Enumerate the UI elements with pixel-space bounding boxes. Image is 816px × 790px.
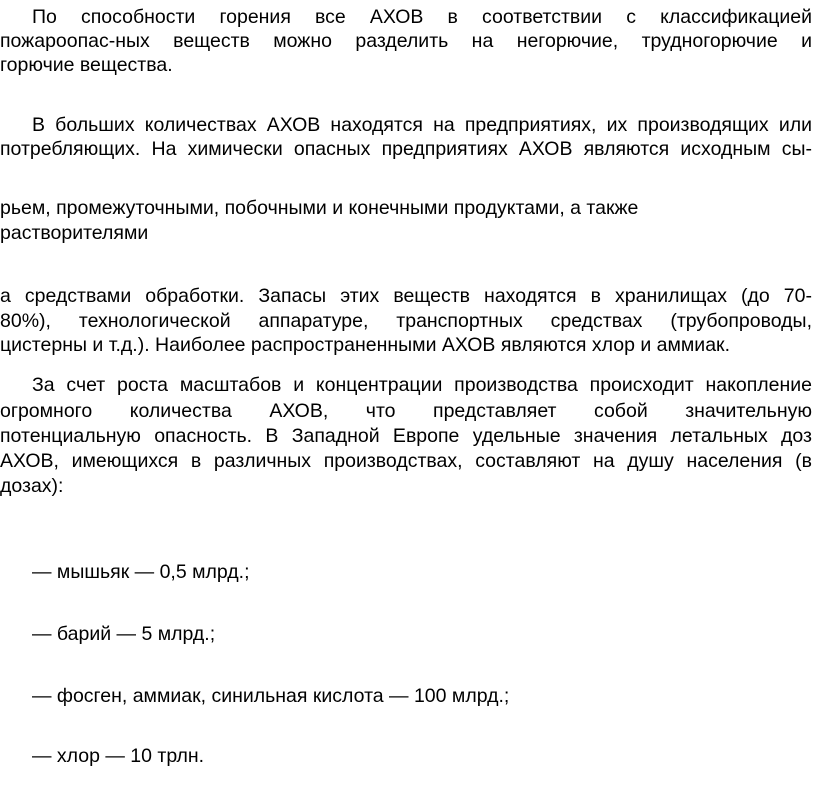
list-item-phosgene: — фосген, аммиак, синильная кислота — 100 млрд.; (32, 685, 510, 707)
paragraph-5-line-2: огромного количества АХОВ, что представляет собой значительную (0, 400, 812, 422)
paragraph-2-line-1: В больших количествах АХОВ находятся на предприятиях, их производящих или (32, 114, 812, 136)
list-item-chlorine: — хлор — 10 трлн. (32, 745, 205, 767)
paragraph-2-line-2: потребляющих. На химически опасных предприятиях АХОВ являются исходным сы- (0, 138, 812, 160)
list-item-barium: — барий — 5 млрд.; (32, 623, 216, 645)
paragraph-4-line-3: цистерны и т.д.). Наиболее распространенными АХОВ являются хлор и аммиак. (0, 334, 730, 356)
paragraph-3-line-2: растворителями (0, 222, 149, 244)
paragraph-5-line-3: потенциальную опасность. В Западной Европе удельные значения летальных доз (0, 425, 812, 447)
paragraph-5-line-4: АХОВ, имеющихся в различных производствах, составляют на душу населения (в (0, 450, 812, 472)
paragraph-1-line-2: пожароопас-ных веществ можно разделить на негорючие, трудногорючие и (0, 30, 812, 52)
paragraph-3-line-1: рьем, промежуточными, побочными и конечными продуктами, а также (0, 197, 639, 219)
paragraph-4-line-2: 80%), технологической аппаратуре, транспортных средствах (трубопроводы, (0, 310, 812, 332)
list-item-arsenic: — мышьяк — 0,5 млрд.; (32, 561, 250, 583)
paragraph-5-line-1: За счет роста масштабов и концентрации производства происходит накопление (32, 374, 812, 396)
paragraph-4-line-1: а средствами обработки. Запасы этих веществ находятся в хранилищах (до 70- (0, 285, 812, 307)
paragraph-1-line-1: По способности горения все АХОВ в соответствии с классификацией (32, 6, 812, 28)
paragraph-5-line-5: дозах): (0, 475, 64, 497)
paragraph-1-line-3: горючие вещества. (0, 54, 173, 76)
